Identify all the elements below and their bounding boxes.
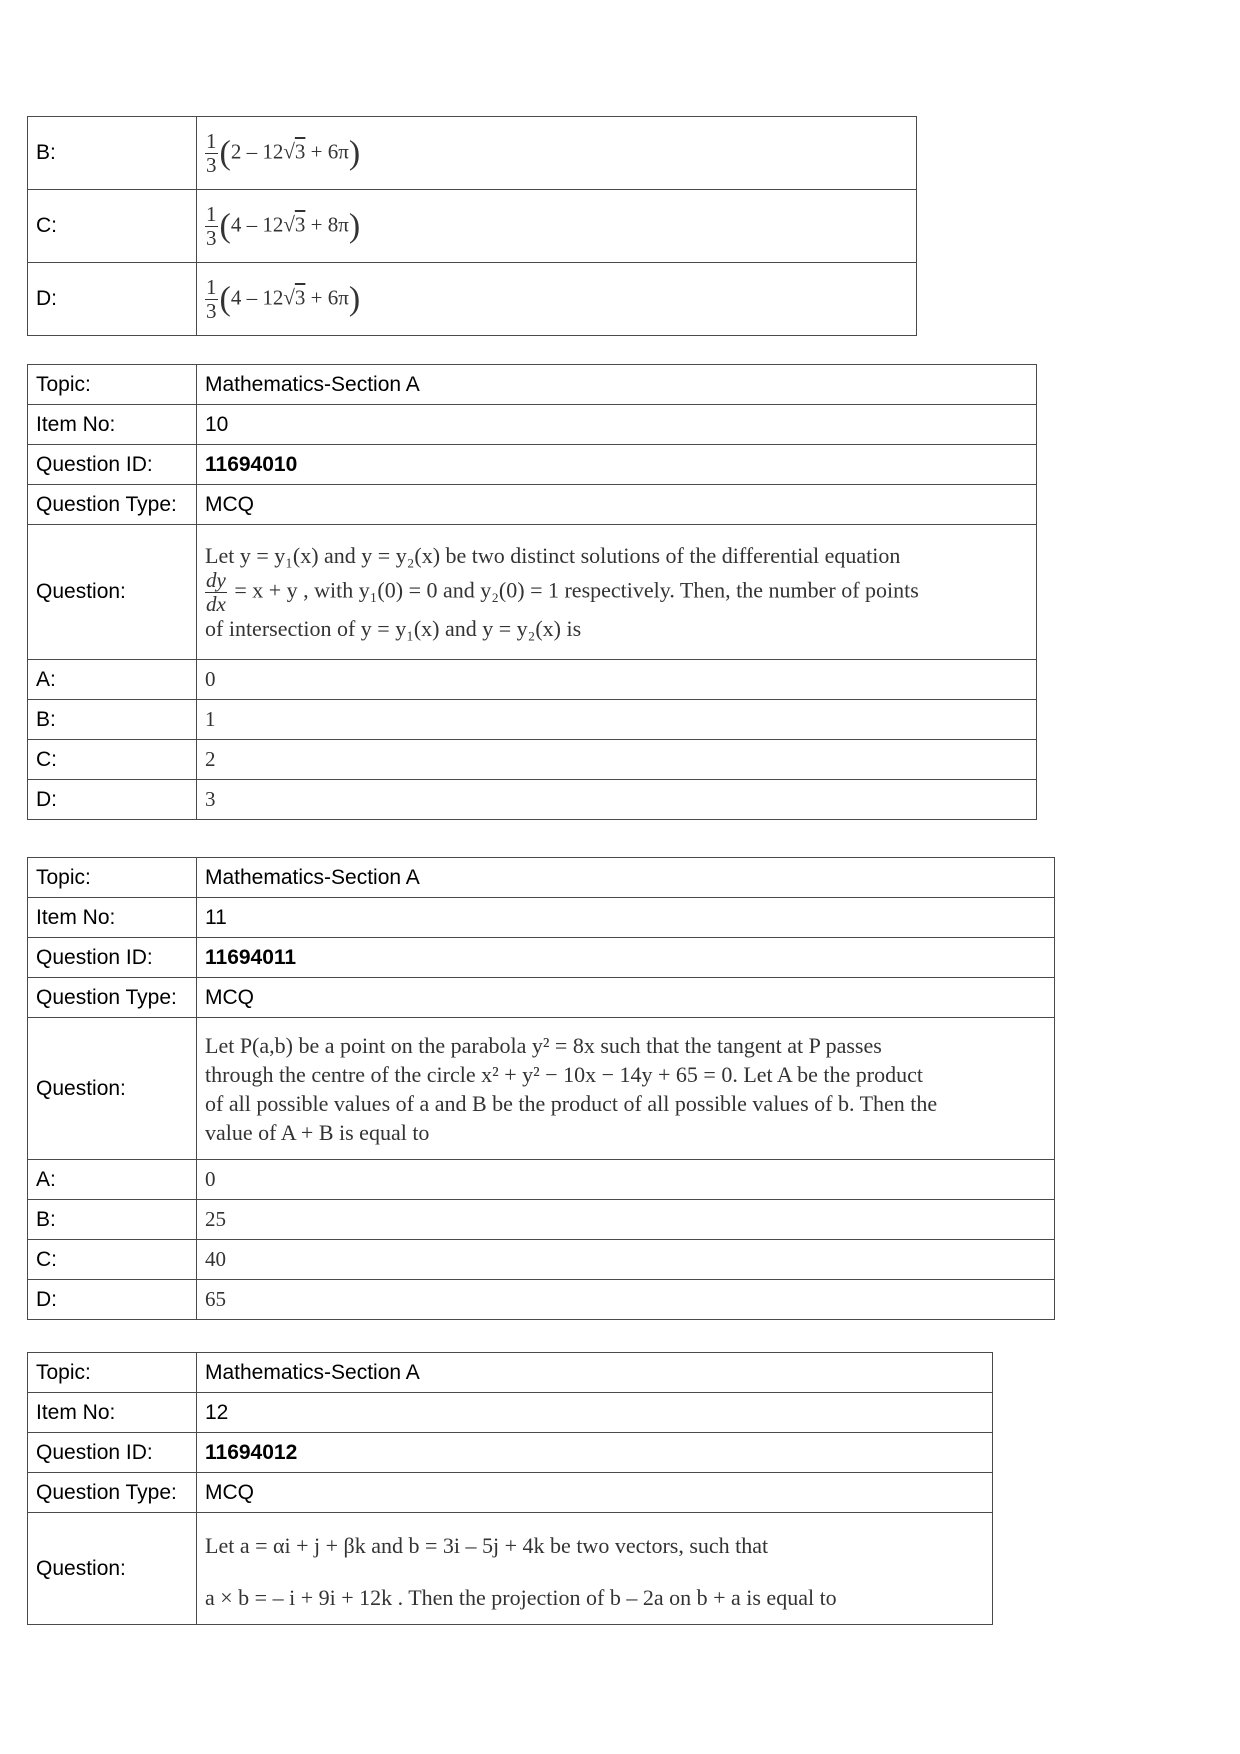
option-d-label: D: <box>28 780 197 820</box>
option-label: B: <box>28 117 197 190</box>
option-expression: $\frac{1}{3}$ (2 – 12√3 + 6π) <box>197 117 917 190</box>
option-expression: $\frac{1}{3}$ (4 – 12√3 + 6π) <box>197 263 917 336</box>
option-row-d <box>28 263 917 336</box>
question-label: Question: <box>28 1018 197 1160</box>
question-id-label: Question ID: <box>28 445 197 485</box>
question-id-value: 11694011 <box>197 938 1055 978</box>
topic-value: Mathematics-Section A <box>197 1353 993 1393</box>
option-b-label: B: <box>28 700 197 740</box>
option-d-label: D: <box>28 1280 197 1320</box>
options-table-continued <box>27 116 917 336</box>
option-label: D: <box>28 263 197 336</box>
question-table-12 <box>27 1352 993 1625</box>
option-a-label: A: <box>28 1160 197 1200</box>
option-d-value: 65 <box>197 1280 1055 1320</box>
option-a-value: 0 <box>197 660 1037 700</box>
option-row-c <box>28 190 917 263</box>
item-no-label: Item No: <box>28 898 197 938</box>
question-label: Question: <box>28 1513 197 1625</box>
question-type-label: Question Type: <box>28 485 197 525</box>
question-table-11 <box>27 857 1055 1320</box>
topic-label: Topic: <box>28 1353 197 1393</box>
question-table-10 <box>27 364 1037 820</box>
topic-value: Mathematics-Section A <box>197 858 1055 898</box>
question-id-value: 11694010 <box>197 445 1037 485</box>
question-id-label: Question ID: <box>28 1433 197 1473</box>
item-no-value: 10 <box>197 405 1037 445</box>
option-c-label: C: <box>28 1240 197 1280</box>
question-type-label: Question Type: <box>28 1473 197 1513</box>
topic-label: Topic: <box>28 858 197 898</box>
question-text: Let P(a,b) be a point on the parabola y² = 8x such that the tangent at P passes through the centre of the circle x² + y² − 10x − 14y + 65 = 0. Let A be the product of all possible values of a and B be the product of all possible values of b. Then the value of A + B is equal to <box>197 1018 1055 1160</box>
question-id-value: 11694012 <box>197 1433 993 1473</box>
option-b-label: B: <box>28 1200 197 1240</box>
item-no-label: Item No: <box>28 1393 197 1433</box>
option-label: C: <box>28 190 197 263</box>
item-no-value: 12 <box>197 1393 993 1433</box>
option-a-value: 0 <box>197 1160 1055 1200</box>
item-no-value: 11 <box>197 898 1055 938</box>
option-row-b <box>28 117 917 190</box>
question-type-value: MCQ <box>197 485 1037 525</box>
option-a-label: A: <box>28 660 197 700</box>
option-b-value: 1 <box>197 700 1037 740</box>
option-b-value: 25 <box>197 1200 1055 1240</box>
option-d-value: 3 <box>197 780 1037 820</box>
question-text: Let a = αi + j + βk and b = 3i – 5j + 4k be two vectors, such that a × b = – i + 9i + 12k . Then the projection of b – 2a on b + a is equal to <box>197 1513 993 1625</box>
option-c-value: 40 <box>197 1240 1055 1280</box>
question-text: Let y = y₁(x) and y = y₂(x) be two distinct solutions of the differential equation $\frac{dy}{dx}$ = x + y , with y₁(0) = 0 and y₂(0) = 1 respectively. Then, the number of points of intersection of y = y₁(x) and y = y₂(x) is <box>197 525 1037 660</box>
option-expression: $\frac{1}{3}$ (4 – 12√3 + 8π) <box>197 190 917 263</box>
topic-label: Topic: <box>28 365 197 405</box>
question-label: Question: <box>28 525 197 660</box>
question-type-value: MCQ <box>197 1473 993 1513</box>
question-id-label: Question ID: <box>28 938 197 978</box>
option-c-value: 2 <box>197 740 1037 780</box>
question-type-label: Question Type: <box>28 978 197 1018</box>
question-type-value: MCQ <box>197 978 1055 1018</box>
item-no-label: Item No: <box>28 405 197 445</box>
topic-value: Mathematics-Section A <box>197 365 1037 405</box>
option-c-label: C: <box>28 740 197 780</box>
